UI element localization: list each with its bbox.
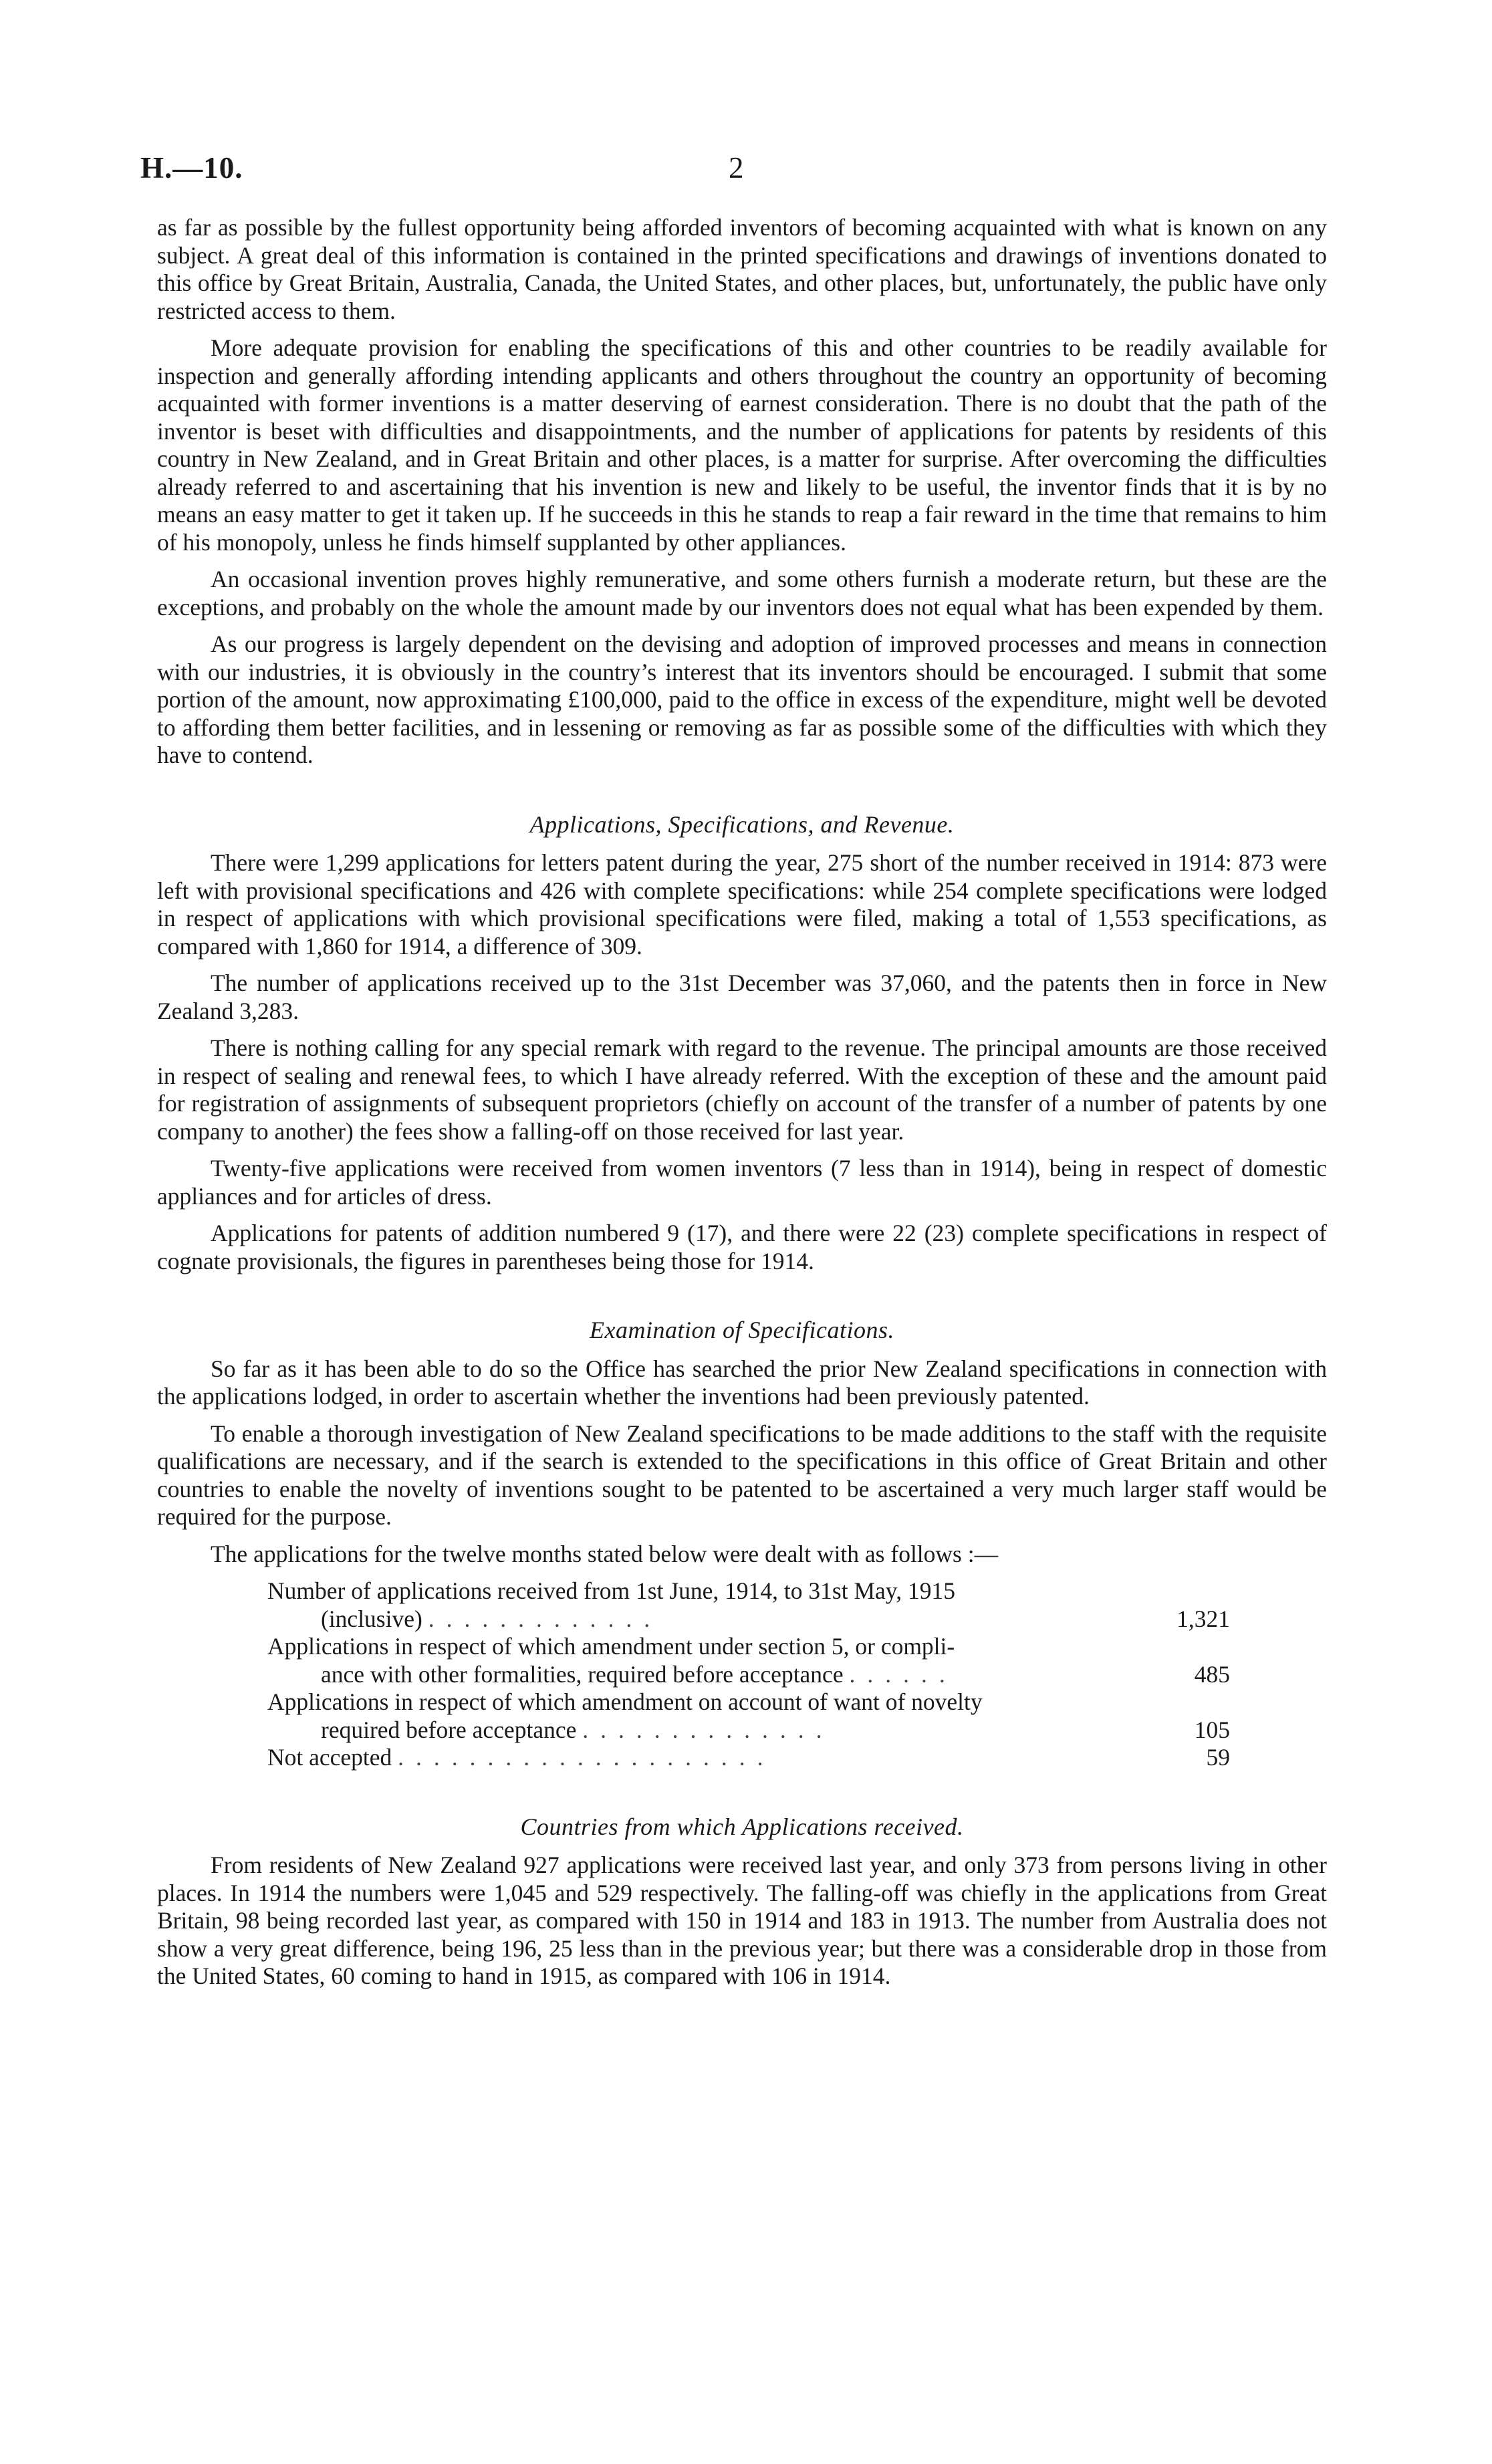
statistics-row-label-cont: (inclusive) — [321, 1605, 422, 1632]
applications-statistics-table — [157, 1577, 1230, 1772]
statistics-row-label: Not accepted — [267, 1744, 392, 1771]
statistics-row-label: Applications in respect of which amendment on account of want of novelty — [267, 1688, 983, 1715]
applications-paragraph-3: There is nothing calling for any special remark with regard to the revenue. The principal amounts are those received in respect of sealing and renewal fees, to which I have already referred. With the exception of these and the amount paid for registration of assignments of subsequent proprietors (chiefly on account of the transfer of a number of patents by one company to another) the fees show a falling-off on those received for last year. — [157, 1034, 1327, 1145]
applications-paragraph-2: The number of applications received up to the 31st December was 37,060, and the patents then in force in New Zealand 3,283. — [157, 970, 1327, 1024]
statistics-row-label-cont: ance with other formalities, required before acceptance — [321, 1660, 844, 1688]
intro-paragraph-1: as far as possible by the fullest opportunity being afforded inventors of becoming acquainted with what is known on any subject. A great deal of this information is contained in the printed specifications and drawings of inventions donated to this office by Great Britain, Australia, Canada, the United States, and other places, but, unfortunately, the public have only restricted access to them. — [157, 214, 1327, 324]
examination-paragraph-3: The applications for the twelve months stated below were dealt with as follows :— — [211, 1540, 999, 1567]
page-header — [140, 150, 1324, 191]
statistics-row-label: Applications in respect of which amendment under section 5, or compli- — [267, 1633, 955, 1660]
statistics-row: Not accepted ..................... 59 — [267, 1744, 1230, 1771]
statistics-row-value: 105 — [1194, 1716, 1230, 1743]
intro-paragraph-2: More adequate provision for enabling the specifications of this and other countries to be readily available for inspection and generally affording intending applicants and others throughout the country an opportunity of becoming acquainted with former inventions is a matter deserving of earnest consideration. There is no doubt that the path of the inventor is beset with difficulties and disappointments, and the number of applications for patents by residents of this country in New Zealand, and in Great Britain and other places, is a matter for surprise. After overcoming the difficulties already referred to and ascertaining that his invention is new and likely to be useful, the inventor finds that it is by no means an easy matter to get it taken up. If he succeeds in this he stands to reap a fair reward in the time that remains to him of his monopoly, unless he finds himself supplanted by other appliances. — [157, 334, 1327, 556]
examination-paragraph-2: To enable a thorough investigation of New Zealand specifications to be made additions to the staff with the requisite qualifications are necessary, and if the search is extended to the specifications in this office of Great Britain and other countries to enable the novelty of inventions sought to be patented to be ascertained a very much larger staff would be required for the purpose. — [157, 1420, 1327, 1530]
statistics-row: Number of applications received from 1st June, 1914, to 31st May, 1915 (inclusive) ............. 1,321 — [267, 1577, 1230, 1632]
statistics-row: Applications in respect of which amendment under section 5, or compli- ance with other formalities, required before acceptance ...... 485 — [267, 1633, 1230, 1688]
statistics-row-label-cont: required before acceptance — [321, 1716, 577, 1743]
intro-paragraph-3: An occasional invention proves highly remunerative, and some others furnish a moderate return, but these are the exceptions, and probably on the whole the amount made by our inventors does not equal what has been expended by them. — [157, 566, 1327, 621]
document-reference: H.—10. — [140, 151, 243, 185]
statistics-row-value: 59 — [1206, 1744, 1230, 1771]
section-heading-applications: Applications, Specifications, and Revenue. — [529, 810, 955, 838]
statistics-row-label: Number of applications received from 1st June, 1914, to 31st May, 1915 — [267, 1577, 955, 1604]
statistics-row-value: 1,321 — [1176, 1605, 1230, 1632]
section-heading-countries: Countries from which Applications received. — [520, 1813, 964, 1840]
statistics-row: Applications in respect of which amendment on account of want of novelty required before acceptance .............. 105 — [267, 1688, 1230, 1743]
countries-paragraph-1: From residents of New Zealand 927 applications were received last year, and only 373 from persons living in other places. In 1914 the numbers were 1,045 and 529 respectively. The falling-off was chiefly in the applications from Great Britain, 98 being recorded last year, as compared with 150 in 1914 and 183 in 1913. The number from Australia does not show a very great difference, being 196, 25 less than in the previous year; but there was a considerable drop in those from the United States, 60 coming to hand in 1915, as compared with 106 in 1914. — [157, 1852, 1327, 1989]
page-body — [157, 214, 1327, 2000]
applications-paragraph-1: There were 1,299 applications for letters patent during the year, 275 short of the number received in 1914: 873 were left with provisional specifications and 426 with complete specifications: while 254 complete specifications were lodged in respect of applications with which provisional specifications were filed, making a total of 1,553 specifications, as compared with 1,860 for 1914, a difference of 309. — [157, 849, 1327, 960]
page-number: 2 — [729, 151, 744, 185]
statistics-row-value: 485 — [1194, 1660, 1230, 1688]
examination-paragraph-1: So far as it has been able to do so the Office has searched the prior New Zealand specifications in connection with the applications lodged, in order to ascertain whether the inventions had been previously patented. — [157, 1355, 1327, 1410]
intro-paragraph-4: As our progress is largely dependent on the devising and adoption of improved processes and means in connection with our industries, it is obviously in the country’s interest that its inventors should be encouraged. I submit that some portion of the amount, now approximating £100,000, paid to the office in excess of the expenditure, might well be devoted to affording them better facilities, and in lessening or removing as far as possible some of the difficulties with which they have to contend. — [157, 631, 1327, 768]
applications-paragraph-5: Applications for patents of addition numbered 9 (17), and there were 22 (23) complete specifications in respect of cognate provisionals, the figures in parentheses being those for 1914. — [157, 1220, 1327, 1274]
applications-paragraph-4: Twenty-five applications were received from women inventors (7 less than in 1914), being in respect of domestic appliances and for articles of dress. — [157, 1155, 1327, 1210]
section-heading-examination: Examination of Specifications. — [590, 1317, 894, 1343]
